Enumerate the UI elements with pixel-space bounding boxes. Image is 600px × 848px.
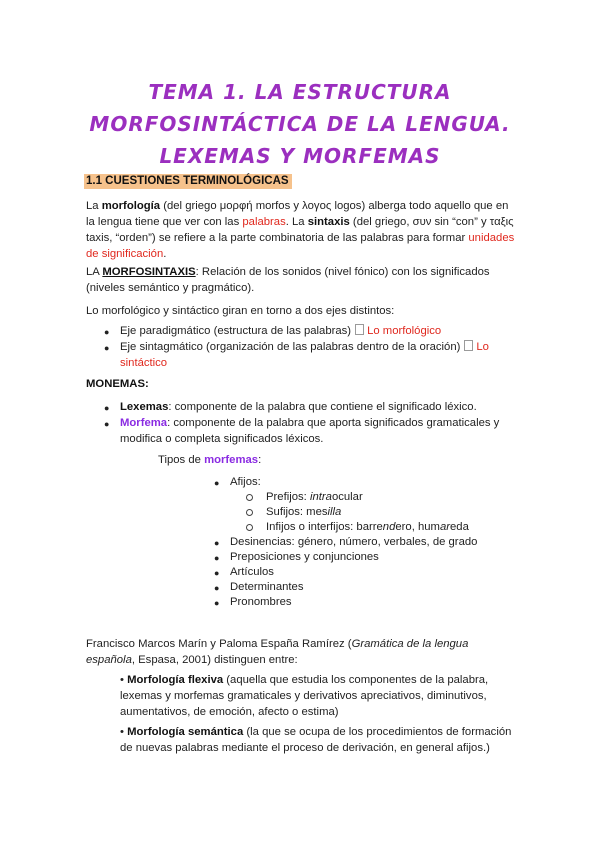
text: (del griego μορφή morfos y λογος logos) alberga todo aquello que en la lengua tiene que ver con las: [86, 200, 509, 228]
term-sintaxis: sintaxis: [307, 216, 350, 228]
bullet-icon: •: [120, 726, 124, 738]
list-item-afijos: Afijos:: [230, 476, 261, 488]
arrow-box-icon: [464, 340, 473, 351]
list-item-desinencias: Desinencias: género, número, verbales, de grado: [230, 536, 478, 548]
circle-bullet-icon: [246, 509, 253, 516]
list-item-eje-2: [120, 339, 520, 371]
paragraph-autores: [86, 636, 518, 668]
term: Morfología flexiva: [127, 674, 224, 686]
section-heading: 1.1 CUESTIONES TERMINOLÓGICAS: [84, 174, 292, 189]
bullet-icon: ●: [104, 419, 110, 429]
term-lexemas: Lexemas: [120, 401, 169, 413]
highlight-unidades: unidades de significación: [86, 232, 515, 260]
text: ar: [439, 521, 451, 533]
bullet-icon: ●: [104, 403, 110, 413]
text: ero, hum: [395, 521, 440, 533]
bullet-icon: ●: [214, 598, 220, 608]
list-item-pronombres: Pronombres: [230, 596, 292, 608]
text: Francisco Marcos Marín y Paloma España Ramírez (: [86, 638, 352, 650]
list-item-sufijos: [266, 504, 341, 520]
text: :: [258, 454, 262, 466]
title-line-3: LEXEMAS Y MORFEMAS: [159, 144, 441, 168]
text: La: [86, 200, 102, 212]
list-item-prefijos: [266, 489, 363, 505]
text: . La: [285, 216, 308, 228]
text: MONEMAS:: [86, 378, 149, 390]
list-item-morfema: [120, 415, 512, 447]
bullet-icon: •: [120, 674, 124, 686]
text: eda: [450, 521, 469, 533]
bullet-icon: ●: [104, 327, 110, 337]
list-item-articulos: Artículos: [230, 566, 274, 578]
text: Infijos o interfijos: barre: [266, 521, 383, 533]
page-title: [40, 76, 560, 172]
bullet-icon: ●: [214, 538, 220, 548]
text: Tipos de: [158, 454, 205, 466]
bullet-icon: ●: [214, 583, 220, 593]
paragraph-ejes: Lo morfológico y sintáctico giran en torno a dos ejes distintos:: [86, 305, 395, 317]
paragraph-morfosintaxis: [86, 264, 518, 296]
text: nd: [382, 521, 396, 533]
text: ocular: [331, 491, 363, 503]
text: .: [163, 248, 167, 260]
circle-bullet-icon: [246, 524, 253, 531]
monemas-heading: [86, 376, 518, 392]
title-line-2: MORFOSINTÁCTICA DE LA LENGUA.: [89, 112, 511, 136]
highlight: Lo sintáctico: [120, 341, 489, 369]
bullet-icon: ●: [214, 553, 220, 563]
arrow-box-icon: [355, 324, 364, 335]
text: : componente de la palabra que contiene el significado léxico.: [168, 401, 477, 413]
list-item-morfologia-semantica: [120, 724, 518, 756]
circle-bullet-icon: [246, 494, 253, 501]
term: Morfología semántica: [127, 726, 244, 738]
term-morfosintaxis: MORFOSINTAXIS: [102, 266, 196, 278]
text: , Espasa, 2001) distinguen entre:: [131, 654, 298, 666]
list-item-eje-1: [120, 323, 520, 339]
text: (la que se ocupa de los procedimientos de formación de nuevas palabras mediante el proceso de derivación, en general afijos.): [120, 726, 512, 754]
text: Eje paradigmático (estructura de las palabras): [120, 325, 352, 337]
term-morfologia: morfología: [101, 200, 161, 212]
text: Prefijos:: [266, 491, 310, 503]
bullet-icon: ●: [104, 343, 110, 353]
highlight: Lo morfológico: [367, 325, 442, 337]
term-morfemas: morfemas: [204, 454, 259, 466]
text: illa: [327, 506, 342, 518]
text: Eje sintagmático (organización de las palabras dentro de la oración): [120, 341, 461, 353]
list-item-determinantes: Determinantes: [230, 581, 304, 593]
text: : Relación de los sonidos (nivel fónico) con los significados (niveles semántico y pragmático).: [86, 266, 490, 294]
paragraph-morfologia: [86, 198, 518, 262]
list-item-infijos: [266, 519, 469, 535]
text: : componente de la palabra que aporta significados gramaticales y modifica o completa significados léxicos.: [120, 417, 500, 445]
list-item-lexemas: [120, 399, 520, 415]
text: (del griego, συν sin “con” y ταξις taxis, “orden”) se refiere a la parte combinatoria de las palabras para formar: [86, 216, 514, 244]
list-item-morfologia-flexiva: [120, 672, 518, 720]
tipos-heading: [158, 452, 261, 468]
bullet-icon: ●: [214, 568, 220, 578]
highlight-palabras: palabras: [242, 216, 286, 228]
text: LA: [86, 266, 103, 278]
text: (aquella que estudia los componentes de la palabra, lexemas y morfemas gramaticales y derivativos apreciativos, diminutivos, aumentativos, de emoción, afecto o estima): [120, 674, 489, 718]
title-line-1: TEMA 1. LA ESTRUCTURA: [148, 80, 452, 104]
text: intra: [309, 491, 332, 503]
bullet-icon: ●: [214, 478, 220, 488]
book-title: Gramática de la lengua española: [86, 638, 469, 666]
text: Sufijos: mes: [266, 506, 328, 518]
term-morfema: Morfema: [120, 417, 168, 429]
list-item-preposiciones: Preposiciones y conjunciones: [230, 551, 379, 563]
